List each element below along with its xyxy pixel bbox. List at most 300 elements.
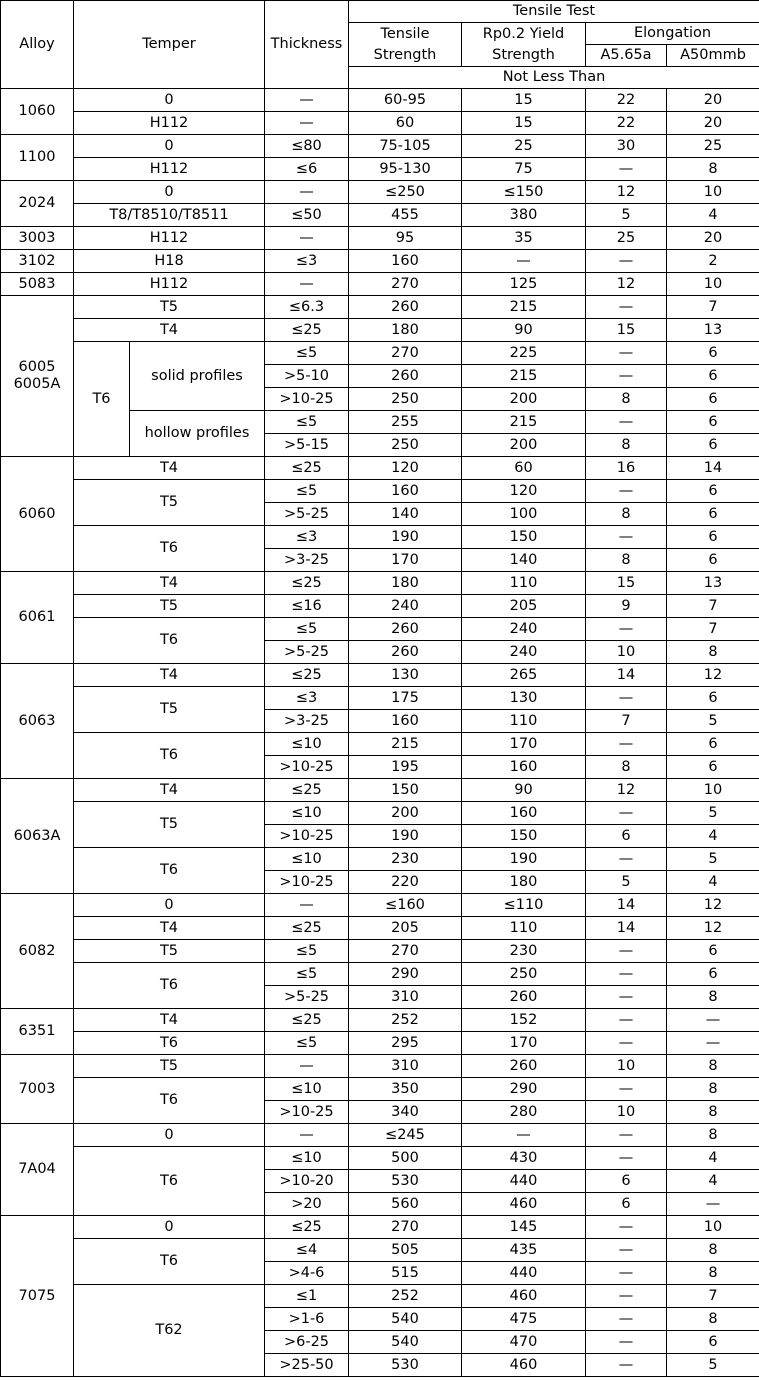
elongation-a565-cell: 8	[586, 388, 667, 411]
elongation-a50-cell: —	[667, 1193, 759, 1216]
yield-strength-cell: 475	[462, 1308, 586, 1331]
temper-main-cell: T6	[74, 342, 130, 457]
tensile-strength-cell: 540	[349, 1331, 462, 1354]
elongation-a565-cell: —	[586, 687, 667, 710]
elongation-a50-cell: 25	[667, 135, 759, 158]
elongation-a565-cell: 14	[586, 917, 667, 940]
elongation-a565-cell: —	[586, 1308, 667, 1331]
yield-strength-cell: 435	[462, 1239, 586, 1262]
yield-strength-cell: 200	[462, 388, 586, 411]
table-row	[1, 135, 759, 158]
elongation-a50-cell: 10	[667, 779, 759, 802]
yield-strength-cell: 260	[462, 1055, 586, 1078]
temper-cell: 0	[74, 89, 265, 112]
tensile-strength-cell: 95	[349, 227, 462, 250]
table-row	[1, 204, 759, 227]
elongation-a565-cell: —	[586, 480, 667, 503]
elongation-a50-cell: 7	[667, 618, 759, 641]
yield-strength-cell: 265	[462, 664, 586, 687]
thickness-cell: >20	[265, 1193, 349, 1216]
elongation-a50-cell: 6	[667, 434, 759, 457]
tensile-strength-cell: 252	[349, 1285, 462, 1308]
yield-strength-cell: 380	[462, 204, 586, 227]
elongation-a50-cell: 13	[667, 319, 759, 342]
thickness-cell: ≤10	[265, 733, 349, 756]
elongation-a50-cell: 4	[667, 204, 759, 227]
elongation-a565-cell: —	[586, 848, 667, 871]
thickness-cell: ≤80	[265, 135, 349, 158]
tensile-strength-cell: 190	[349, 825, 462, 848]
yield-strength-cell: 152	[462, 1009, 586, 1032]
yield-strength-cell: ≤150	[462, 181, 586, 204]
header-a50: A50mmb	[667, 45, 759, 67]
elongation-a50-cell: 6	[667, 1331, 759, 1354]
elongation-a565-cell: —	[586, 296, 667, 319]
tensile-strength-cell: 350	[349, 1078, 462, 1101]
thickness-cell: >10-25	[265, 871, 349, 894]
yield-strength-cell: —	[462, 250, 586, 273]
elongation-a50-cell: 8	[667, 1262, 759, 1285]
elongation-a565-cell: —	[586, 1239, 667, 1262]
elongation-a565-cell: 22	[586, 89, 667, 112]
alloy-cell: 6063A	[1, 779, 74, 894]
tensile-strength-cell: 260	[349, 365, 462, 388]
elongation-a50-cell: 8	[667, 1101, 759, 1124]
table-row	[1, 457, 759, 480]
elongation-a565-cell: —	[586, 733, 667, 756]
table-row	[1, 158, 759, 181]
alloy-cell: 3003	[1, 227, 74, 250]
alloy-cell: 1100	[1, 135, 74, 181]
alloy-cell: 2024	[1, 181, 74, 227]
table-row	[1, 342, 759, 365]
thickness-cell: ≤10	[265, 1147, 349, 1170]
temper-cell: 0	[74, 181, 265, 204]
thickness-cell: ≤16	[265, 595, 349, 618]
thickness-cell: ≤6.3	[265, 296, 349, 319]
tensile-strength-cell: 310	[349, 1055, 462, 1078]
tensile-strength-cell: 175	[349, 687, 462, 710]
elongation-a50-cell: 7	[667, 296, 759, 319]
temper-cell: H112	[74, 227, 265, 250]
tensile-strength-cell: 130	[349, 664, 462, 687]
elongation-a565-cell: —	[586, 802, 667, 825]
temper-cell: H112	[74, 158, 265, 181]
elongation-a50-cell: 6	[667, 940, 759, 963]
tensile-strength-cell: 540	[349, 1308, 462, 1331]
yield-strength-cell: 120	[462, 480, 586, 503]
temper-cell: 0	[74, 894, 265, 917]
elongation-a565-cell: 12	[586, 181, 667, 204]
elongation-a50-cell: 12	[667, 664, 759, 687]
elongation-a50-cell: 6	[667, 687, 759, 710]
temper-sub-cell: solid profiles	[130, 342, 265, 411]
elongation-a565-cell: —	[586, 618, 667, 641]
temper-cell: T6	[74, 1078, 265, 1124]
temper-cell: T6	[74, 733, 265, 779]
table-row	[1, 1009, 759, 1032]
temper-cell: T4	[74, 779, 265, 802]
thickness-cell: >3-25	[265, 710, 349, 733]
table-row	[1, 595, 759, 618]
temper-cell: T8/T8510/T8511	[74, 204, 265, 227]
elongation-a50-cell: 6	[667, 503, 759, 526]
tensile-strength-cell: 190	[349, 526, 462, 549]
tensile-strength-cell: 530	[349, 1170, 462, 1193]
elongation-a565-cell: —	[586, 1262, 667, 1285]
elongation-a50-cell: 10	[667, 273, 759, 296]
thickness-cell: >10-25	[265, 1101, 349, 1124]
elongation-a565-cell: 22	[586, 112, 667, 135]
thickness-cell: —	[265, 112, 349, 135]
thickness-cell: ≤5	[265, 342, 349, 365]
temper-cell: T5	[74, 802, 265, 848]
thickness-cell: ≤25	[265, 319, 349, 342]
yield-strength-cell: 160	[462, 802, 586, 825]
temper-cell: T5	[74, 595, 265, 618]
elongation-a50-cell: 7	[667, 1285, 759, 1308]
elongation-a565-cell: —	[586, 1032, 667, 1055]
tensile-strength-cell: ≤245	[349, 1124, 462, 1147]
elongation-a50-cell: 4	[667, 1170, 759, 1193]
elongation-a565-cell: 9	[586, 595, 667, 618]
elongation-a50-cell: 10	[667, 1216, 759, 1239]
elongation-a565-cell: 15	[586, 572, 667, 595]
elongation-a50-cell: 4	[667, 1147, 759, 1170]
elongation-a565-cell: 6	[586, 1193, 667, 1216]
alloy-cell: 6060	[1, 457, 74, 572]
tensile-strength-cell: 220	[349, 871, 462, 894]
table-row	[1, 1285, 759, 1308]
thickness-cell: ≤5	[265, 1032, 349, 1055]
yield-strength-cell: 150	[462, 825, 586, 848]
thickness-cell: >10-25	[265, 388, 349, 411]
tensile-strength-cell: 290	[349, 963, 462, 986]
header-yield-strength: Rp0.2 Yield Strength	[462, 23, 586, 67]
thickness-cell: >25-50	[265, 1354, 349, 1377]
thickness-cell: —	[265, 894, 349, 917]
elongation-a565-cell: 16	[586, 457, 667, 480]
elongation-a50-cell: 12	[667, 917, 759, 940]
tensile-strength-cell: 505	[349, 1239, 462, 1262]
alloy-cell: 6005 6005A	[1, 296, 74, 457]
temper-cell: T6	[74, 1032, 265, 1055]
elongation-a565-cell: 14	[586, 664, 667, 687]
thickness-cell: >1-6	[265, 1308, 349, 1331]
thickness-cell: >5-25	[265, 641, 349, 664]
yield-strength-cell: 470	[462, 1331, 586, 1354]
alloy-cell: 6351	[1, 1009, 74, 1055]
elongation-a565-cell: 8	[586, 756, 667, 779]
elongation-a565-cell: —	[586, 342, 667, 365]
yield-strength-cell: 240	[462, 641, 586, 664]
thickness-cell: ≤5	[265, 411, 349, 434]
yield-strength-cell: 460	[462, 1193, 586, 1216]
tensile-strength-cell: 270	[349, 273, 462, 296]
elongation-a50-cell: 8	[667, 641, 759, 664]
tensile-strength-cell: ≤160	[349, 894, 462, 917]
elongation-a50-cell: 8	[667, 986, 759, 1009]
temper-cell: T4	[74, 664, 265, 687]
yield-strength-cell: 160	[462, 756, 586, 779]
thickness-cell: ≤10	[265, 802, 349, 825]
table-row	[1, 917, 759, 940]
elongation-a50-cell: 8	[667, 1239, 759, 1262]
elongation-a565-cell: —	[586, 1331, 667, 1354]
elongation-a565-cell: —	[586, 1354, 667, 1377]
yield-strength-cell: 430	[462, 1147, 586, 1170]
elongation-a565-cell: 10	[586, 1055, 667, 1078]
elongation-a50-cell: 5	[667, 1354, 759, 1377]
thickness-cell: >5-25	[265, 503, 349, 526]
elongation-a565-cell: 10	[586, 641, 667, 664]
tensile-strength-cell: 270	[349, 1216, 462, 1239]
yield-strength-cell: 200	[462, 434, 586, 457]
thickness-cell: ≤25	[265, 457, 349, 480]
yield-strength-cell: 215	[462, 296, 586, 319]
tensile-strength-cell: 215	[349, 733, 462, 756]
thickness-cell: ≤25	[265, 1009, 349, 1032]
elongation-a50-cell: 6	[667, 549, 759, 572]
elongation-a50-cell: 6	[667, 480, 759, 503]
yield-strength-cell: 110	[462, 917, 586, 940]
yield-strength-cell: ≤110	[462, 894, 586, 917]
thickness-cell: ≤5	[265, 618, 349, 641]
elongation-a50-cell: 12	[667, 894, 759, 917]
elongation-a50-cell: 20	[667, 89, 759, 112]
temper-cell: T6	[74, 526, 265, 572]
yield-strength-cell: 230	[462, 940, 586, 963]
elongation-a50-cell: 8	[667, 158, 759, 181]
header-tensile-test: Tensile Test	[349, 1, 759, 23]
table-row	[1, 227, 759, 250]
temper-cell: T5	[74, 687, 265, 733]
temper-sub-cell: hollow profiles	[130, 411, 265, 457]
thickness-cell: —	[265, 181, 349, 204]
yield-strength-cell: —	[462, 1124, 586, 1147]
elongation-a50-cell: 5	[667, 710, 759, 733]
tensile-strength-cell: 205	[349, 917, 462, 940]
tensile-strength-cell: 150	[349, 779, 462, 802]
yield-strength-cell: 440	[462, 1170, 586, 1193]
yield-strength-cell: 170	[462, 1032, 586, 1055]
temper-cell: 0	[74, 1124, 265, 1147]
tensile-strength-cell: 340	[349, 1101, 462, 1124]
tensile-strength-cell: 515	[349, 1262, 462, 1285]
thickness-cell: >5-10	[265, 365, 349, 388]
elongation-a565-cell: —	[586, 250, 667, 273]
elongation-a50-cell: 6	[667, 963, 759, 986]
tensile-strength-cell: 295	[349, 1032, 462, 1055]
header-thickness: Thickness	[265, 1, 349, 89]
yield-strength-cell: 110	[462, 572, 586, 595]
yield-strength-cell: 225	[462, 342, 586, 365]
header-alloy: Alloy	[1, 1, 74, 89]
header-a565: A5.65a	[586, 45, 667, 67]
yield-strength-cell: 460	[462, 1285, 586, 1308]
thickness-cell: ≤6	[265, 158, 349, 181]
yield-strength-cell: 25	[462, 135, 586, 158]
alloy-cell: 3102	[1, 250, 74, 273]
tensile-strength-cell: 180	[349, 572, 462, 595]
elongation-a565-cell: 12	[586, 273, 667, 296]
table-row	[1, 526, 759, 549]
temper-cell: T5	[74, 296, 265, 319]
tensile-strength-cell: 270	[349, 940, 462, 963]
yield-strength-cell: 205	[462, 595, 586, 618]
tensile-strength-cell: 250	[349, 388, 462, 411]
table-row	[1, 1147, 759, 1170]
yield-strength-cell: 75	[462, 158, 586, 181]
alloy-cell: 6082	[1, 894, 74, 1009]
yield-strength-cell: 260	[462, 986, 586, 1009]
elongation-a50-cell: 6	[667, 342, 759, 365]
table-row	[1, 273, 759, 296]
yield-strength-cell: 140	[462, 549, 586, 572]
tensile-strength-cell: 250	[349, 434, 462, 457]
thickness-cell: ≤25	[265, 779, 349, 802]
header-elongation: Elongation	[586, 23, 759, 45]
temper-cell: H112	[74, 273, 265, 296]
table-row	[1, 618, 759, 641]
elongation-a50-cell: 8	[667, 1055, 759, 1078]
thickness-cell: ≤25	[265, 917, 349, 940]
tensile-strength-cell: 120	[349, 457, 462, 480]
yield-strength-cell: 280	[462, 1101, 586, 1124]
tensile-strength-cell: 180	[349, 319, 462, 342]
thickness-cell: —	[265, 1124, 349, 1147]
thickness-cell: ≤25	[265, 572, 349, 595]
header-not-less-than: Not Less Than	[349, 67, 759, 89]
table-row	[1, 1216, 759, 1239]
elongation-a565-cell: 14	[586, 894, 667, 917]
yield-strength-cell: 180	[462, 871, 586, 894]
yield-strength-cell: 145	[462, 1216, 586, 1239]
header-temper: Temper	[74, 1, 265, 89]
table-row	[1, 940, 759, 963]
elongation-a50-cell: 20	[667, 227, 759, 250]
temper-cell: T6	[74, 1147, 265, 1216]
table-row	[1, 1078, 759, 1101]
tensile-strength-cell: 170	[349, 549, 462, 572]
thickness-cell: ≤5	[265, 940, 349, 963]
elongation-a50-cell: 8	[667, 1078, 759, 1101]
elongation-a50-cell: 7	[667, 595, 759, 618]
elongation-a565-cell: 6	[586, 825, 667, 848]
tensile-strength-cell: 260	[349, 618, 462, 641]
yield-strength-cell: 15	[462, 112, 586, 135]
yield-strength-cell: 250	[462, 963, 586, 986]
tensile-strength-cell: 260	[349, 641, 462, 664]
tensile-strength-cell: 60-95	[349, 89, 462, 112]
temper-cell: H18	[74, 250, 265, 273]
tensile-strength-cell: 200	[349, 802, 462, 825]
thickness-cell: >6-25	[265, 1331, 349, 1354]
table-row	[1, 664, 759, 687]
elongation-a565-cell: 10	[586, 1101, 667, 1124]
table-row	[1, 779, 759, 802]
thickness-cell: ≤25	[265, 664, 349, 687]
tensile-strength-cell: 75-105	[349, 135, 462, 158]
yield-strength-cell: 215	[462, 365, 586, 388]
yield-strength-cell: 240	[462, 618, 586, 641]
elongation-a565-cell: 15	[586, 319, 667, 342]
tensile-strength-cell: 60	[349, 112, 462, 135]
tensile-strength-cell: 310	[349, 986, 462, 1009]
thickness-cell: —	[265, 1055, 349, 1078]
elongation-a565-cell: —	[586, 940, 667, 963]
tensile-strength-cell: 160	[349, 710, 462, 733]
thickness-cell: —	[265, 89, 349, 112]
alloy-cell: 7075	[1, 1216, 74, 1377]
table-row	[1, 1239, 759, 1262]
alloy-cell: 5083	[1, 273, 74, 296]
temper-cell: T6	[74, 963, 265, 1009]
tensile-strength-cell: 255	[349, 411, 462, 434]
elongation-a565-cell: —	[586, 1009, 667, 1032]
temper-cell: T6	[74, 618, 265, 664]
elongation-a50-cell: 8	[667, 1308, 759, 1331]
temper-cell: 0	[74, 135, 265, 158]
elongation-a565-cell: 5	[586, 204, 667, 227]
thickness-cell: ≤50	[265, 204, 349, 227]
elongation-a565-cell: —	[586, 411, 667, 434]
elongation-a50-cell: 13	[667, 572, 759, 595]
yield-strength-cell: 290	[462, 1078, 586, 1101]
temper-cell: T5	[74, 1055, 265, 1078]
thickness-cell: ≤10	[265, 1078, 349, 1101]
elongation-a565-cell: —	[586, 365, 667, 388]
temper-cell: T6	[74, 1239, 265, 1285]
temper-cell: 0	[74, 1216, 265, 1239]
tensile-strength-cell: 260	[349, 296, 462, 319]
elongation-a50-cell: 6	[667, 411, 759, 434]
elongation-a565-cell: 6	[586, 1170, 667, 1193]
elongation-a50-cell: —	[667, 1009, 759, 1032]
elongation-a50-cell: 4	[667, 825, 759, 848]
temper-cell: T4	[74, 572, 265, 595]
elongation-a565-cell: 5	[586, 871, 667, 894]
elongation-a565-cell: 8	[586, 434, 667, 457]
alloy-cell: 7A04	[1, 1124, 74, 1216]
temper-cell: T6	[74, 848, 265, 894]
thickness-cell: ≤4	[265, 1239, 349, 1262]
table-row	[1, 1055, 759, 1078]
elongation-a50-cell: 2	[667, 250, 759, 273]
elongation-a50-cell: 6	[667, 388, 759, 411]
tensile-strength-cell: 160	[349, 480, 462, 503]
temper-cell: T5	[74, 940, 265, 963]
tensile-strength-cell: 230	[349, 848, 462, 871]
tensile-strength-cell: 270	[349, 342, 462, 365]
elongation-a565-cell: —	[586, 158, 667, 181]
yield-strength-cell: 60	[462, 457, 586, 480]
table-row	[1, 733, 759, 756]
elongation-a50-cell: —	[667, 1032, 759, 1055]
thickness-cell: ≤5	[265, 963, 349, 986]
tensile-strength-cell: 530	[349, 1354, 462, 1377]
elongation-a50-cell: 4	[667, 871, 759, 894]
table-row	[1, 1124, 759, 1147]
alloy-cell: 1060	[1, 89, 74, 135]
yield-strength-cell: 100	[462, 503, 586, 526]
elongation-a565-cell: 8	[586, 503, 667, 526]
elongation-a565-cell: —	[586, 1216, 667, 1239]
tensile-strength-cell: 455	[349, 204, 462, 227]
thickness-cell: >3-25	[265, 549, 349, 572]
yield-strength-cell: 90	[462, 319, 586, 342]
yield-strength-cell: 170	[462, 733, 586, 756]
